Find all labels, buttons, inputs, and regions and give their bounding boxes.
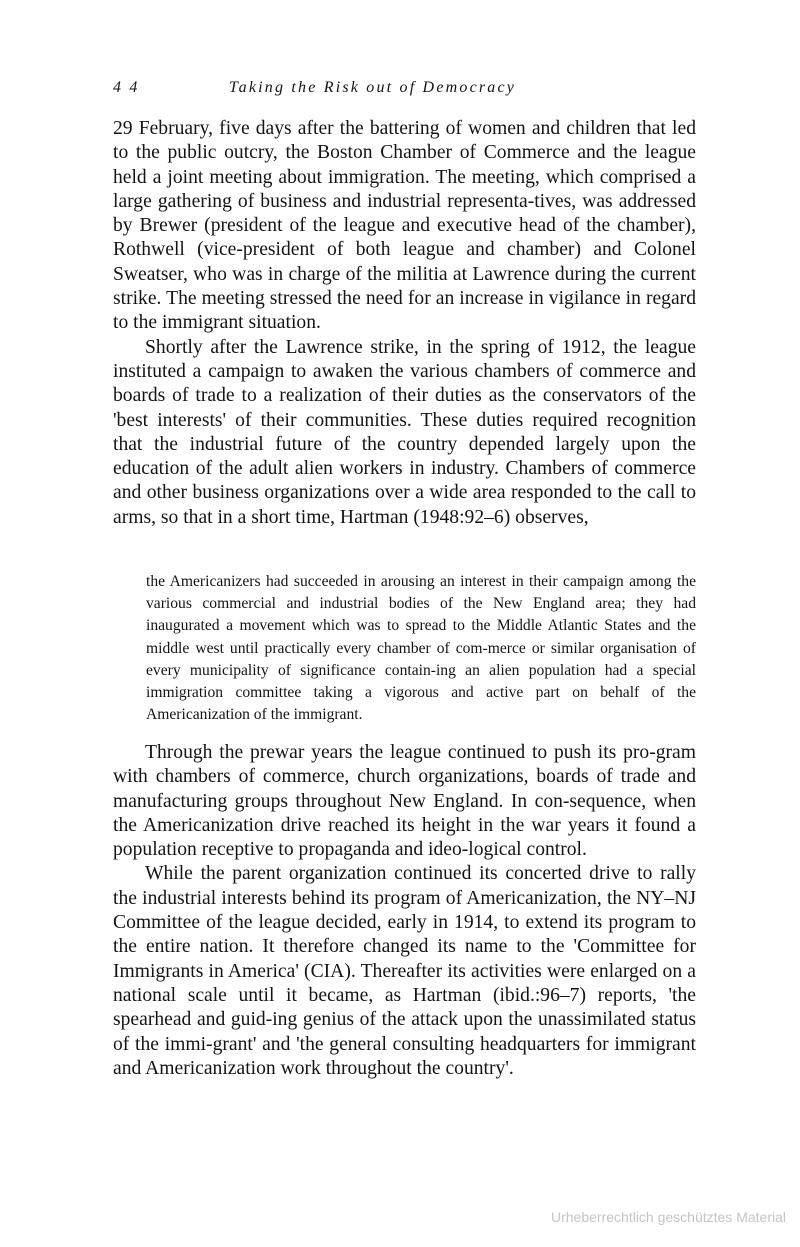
block-quote: the Americanizers had succeeded in arousing an interest in their campaign among the various commercial and industrial bodies of the New England area; they had inaugurated a movement which was to spread to the Middle Atlantic States and the middle west until practically every chamber of com-merce or similar organisation of every municipality of significance contain-ing an alien population had a special immigration committee taking a vigorous and active part on behalf of the Americanization of the immigrant. — [146, 573, 696, 724]
body-text-after-quote — [113, 741, 696, 1081]
paragraph-4: While the parent organization continued its concerted drive to rally the industrial interests behind its program of Americanization, the NY–NJ Committee of the league decided, early in 1914, to extend its program to the entire nation. It therefore changed its name to the 'Committee for Immigrants in America' (CIA). Thereafter its activities were enlarged on a national scale until it became, as Hartman (ibid.:96–7) reports, 'the spearhead and guid-ing genius of the attack upon the unassimilated status of the immi-grant' and 'the general consulting headquarters for immigrant and Americanization work throughout the country'. — [113, 863, 696, 1079]
paragraph-2: Shortly after the Lawrence strike, in the spring of 1912, the league instituted a campaign to awaken the various chambers of commerce and boards of trade to a realization of their duties as the conservators of the 'best interests' of their communities. These duties required recognition that the industrial future of the country depended largely upon the education of the adult alien workers in industry. Chambers of commerce and other business organizations over a wide area responded to the call to arms, so that in a short time, Hartman (1948:92–6) observes, — [113, 336, 696, 528]
copyright-watermark: Urheberrechtlich geschütztes Material — [551, 1209, 786, 1225]
page-number: 4 4 — [113, 79, 140, 96]
paragraph-1: 29 February, five days after the battering of women and children that led to the public outcry, the Boston Chamber of Commerce and the league held a joint meeting about immigration. The meeting, which comprised a large gathering of business and industrial representa-tives, was addressed by Brewer (president of the league and executive head of the chamber), Rothwell (vice-president of both league and chamber) and Colonel Sweatser, who was in charge of the militia at Lawrence during the current strike. The meeting stressed the need for an increase in vigilance in regard to the immigrant situation. — [113, 118, 696, 334]
running-title: Taking the Risk out of Democracy — [229, 79, 517, 96]
paragraph-3: Through the prewar years the league continued to push its pro-gram with chambers of commerce, church organizations, boards of trade and manufacturing groups throughout New England. In con-sequence, when the Americanization drive reached its height in the war years it found a population receptive to propaganda and ideo-logical control. — [113, 742, 696, 861]
body-text-before-quote — [113, 117, 696, 530]
